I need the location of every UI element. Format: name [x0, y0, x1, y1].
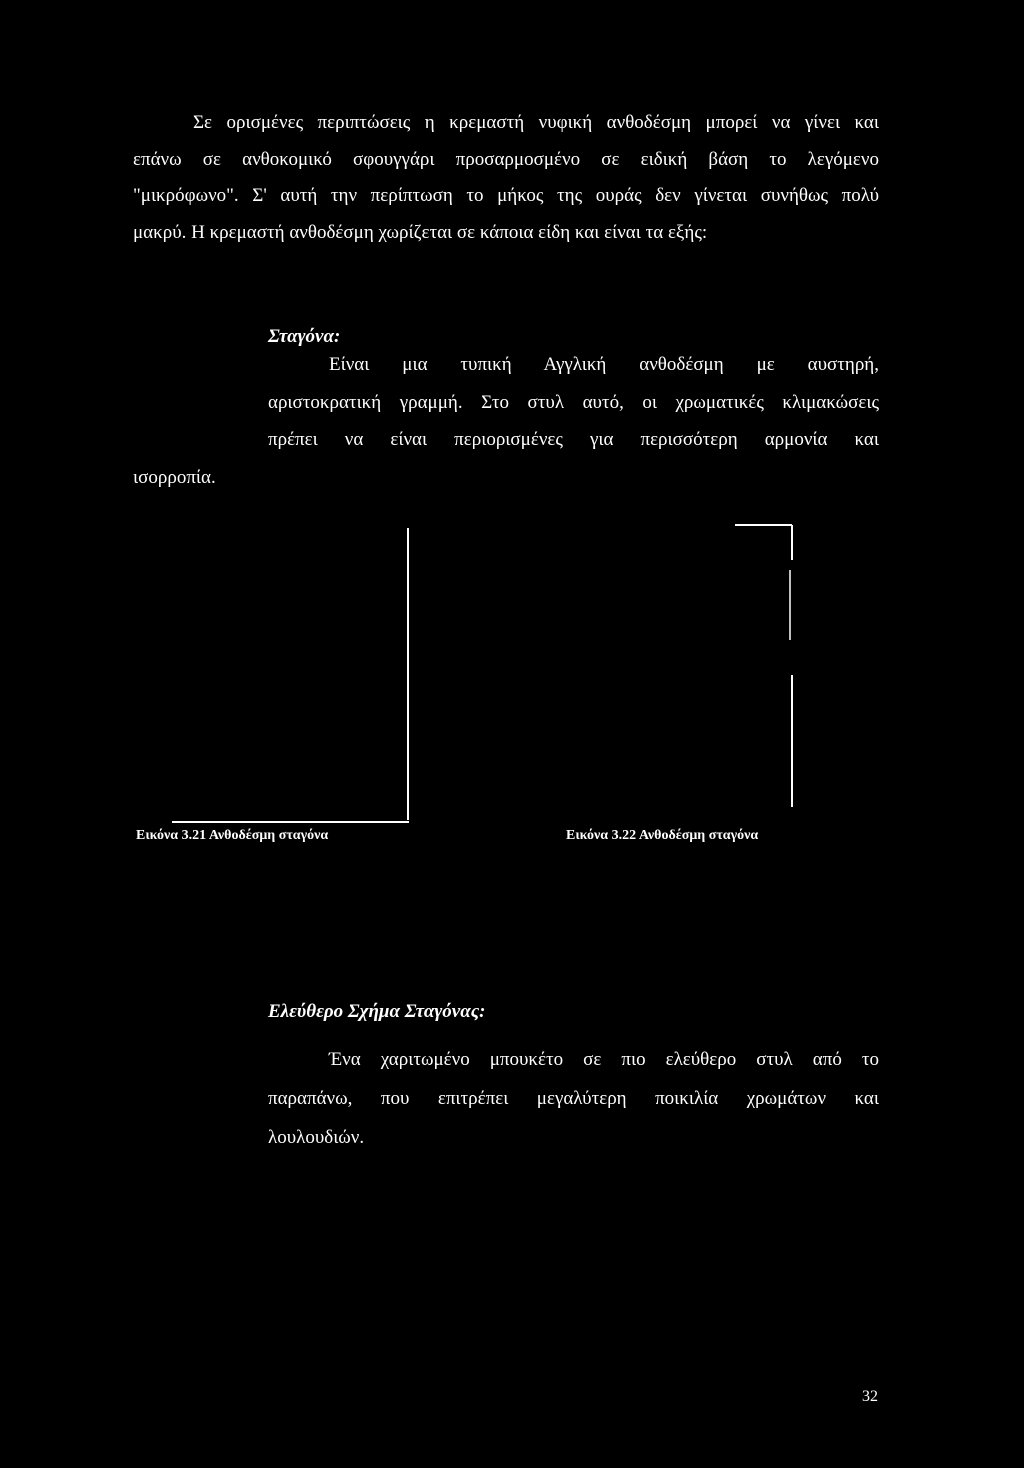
section1-line-2: αριστοκρατική γραμμή. Στο στυλ αυτό, οι χρωματικές κλιμακώσεις [268, 392, 879, 413]
intro-line-1: Σε ορισμένες περιπτώσεις η κρεμαστή νυφική ανθοδέσμη μπορεί να γίνει και [193, 112, 879, 133]
intro-line-3: "μικρόφωνο". Σ' αυτή την περίπτωση το μήκος της ουράς δεν γίνεται συνήθως πολύ [133, 185, 879, 206]
page-number: 32 [862, 1388, 878, 1405]
section1-line-3: πρέπει να είναι περιορισμένες για περισσότερη αρμονία και [268, 429, 879, 450]
section2-line-1: Ένα χαριτωμένο μπουκέτο σε πιο ελεύθερο στυλ από το [329, 1049, 879, 1070]
figure-3-22-caption: Εικόνα 3.22 Ανθοδέσμη σταγόνα [566, 828, 759, 843]
figure-3-21-caption: Εικόνα 3.21 Ανθοδέσμη σταγόνα [136, 828, 329, 843]
section2-heading: Ελεύθερο Σχήμα Σταγόνας: [268, 1001, 486, 1022]
section1-line-1: Είναι μια τυπική Αγγλική ανθοδέσμη με αυστηρή, [329, 354, 879, 375]
section2-line-2: παραπάνω, που επιτρέπει μεγαλύτερη ποικιλία χρωμάτων και [268, 1088, 879, 1109]
section2-line-3: λουλουδιών. [268, 1127, 365, 1148]
figure-3-21-frame [160, 520, 420, 830]
intro-line-4: μακρύ. Η κρεμαστή ανθοδέσμη χωρίζεται σε κάποια είδη και είναι τα εξής: [133, 222, 708, 243]
intro-line-2: επάνω σε ανθοκομικό σφουγγάρι προσαρμοσμένο σε ειδική βάση το λεγόμενο [133, 149, 879, 170]
section1-line-4: ισορροπία. [133, 467, 216, 488]
figure-3-22-frame [720, 515, 810, 815]
section1-heading: Σταγόνα: [268, 326, 341, 347]
